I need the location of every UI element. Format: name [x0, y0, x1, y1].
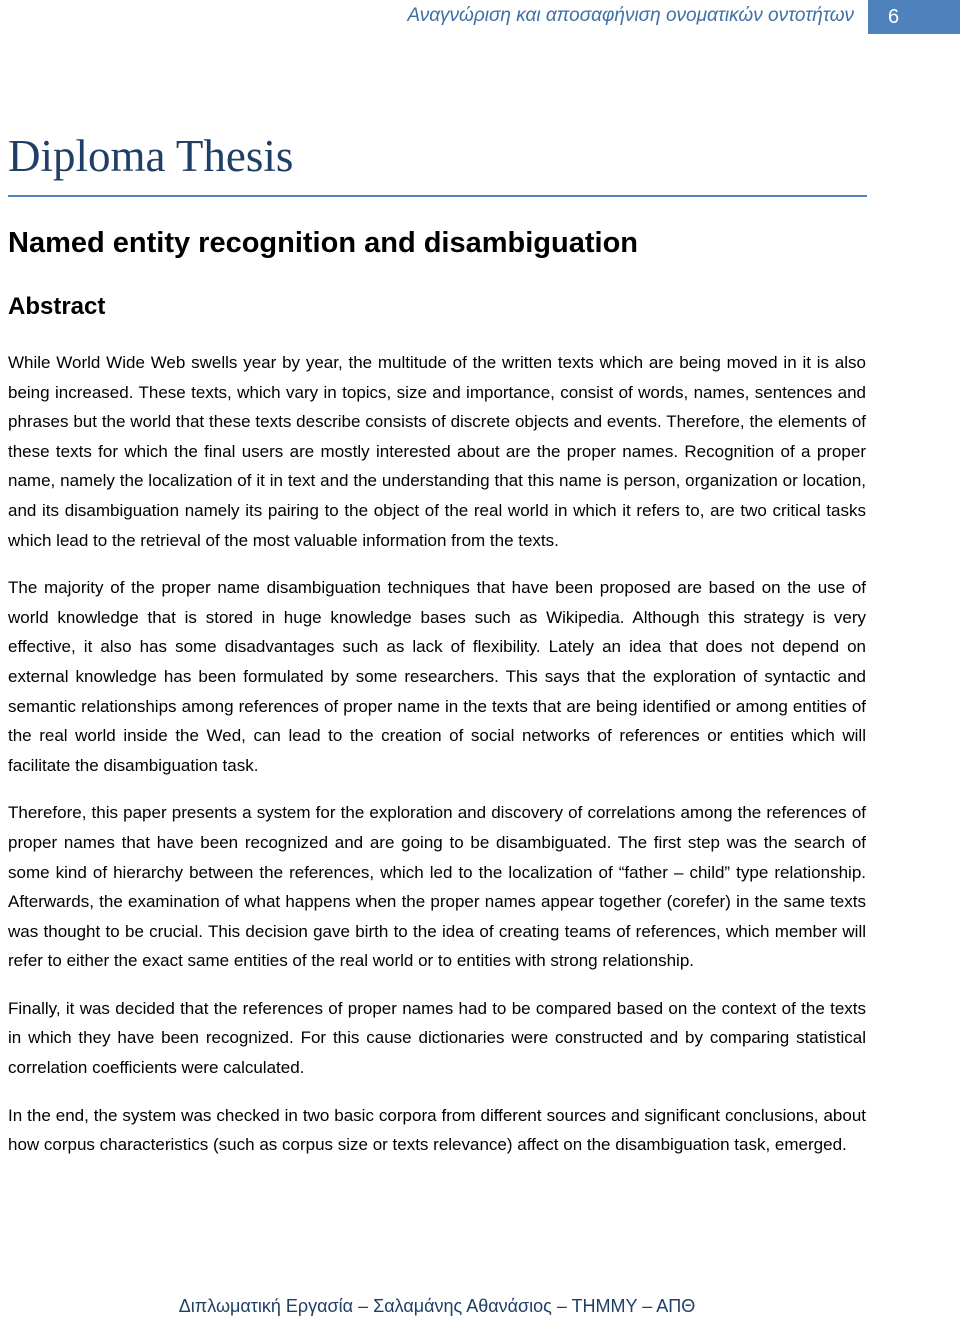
- document-type-heading: Diploma Thesis: [8, 131, 294, 181]
- abstract-paragraph-4: Finally, it was decided that the references of proper names had to be compared based on the context of the texts in which they have been recognized. For this cause dictionaries were constructed and by comparing statistical correlation coefficients were calculated.: [8, 998, 866, 1078]
- running-header-title: Αναγνώριση και αποσαφήνιση ονοματικών οντοτήτων: [407, 5, 854, 26]
- thesis-title: Named entity recognition and disambiguation: [8, 227, 638, 259]
- abstract-paragraph-2: The majority of the proper name disambiguation techniques that have been proposed are based on the use of world knowledge that is stored in huge knowledge bases such as Wikipedia. Although this strategy is very effective, it also has some disadvantages such as lack of flexibility. Lately an idea that does not depend on external knowledge has been formulated by some researchers. This says that the exploration of syntactic and semantic relationships among references of proper name in the texts that are being identified or among entities of the real world inside the Wed, can lead to the creation of social networks of references or entities which will facilitate the disambiguation task.: [8, 578, 866, 775]
- abstract-paragraph-1: While World Wide Web swells year by year, the multitude of the written texts which are being moved in it is also being increased. These texts, which vary in topics, size and importance, consist of words, names, sentences and phrases but the world that these texts describe consists of discrete objects and events. Therefore, the elements of these texts for which the final users are mostly interested about are the proper names. Recognition of a proper name, namely the localization of it in text and the understanding that this name is person, organization or location, and its disambiguation namely its pairing to the object of the real world in which it refers to, are two critical tasks which lead to the retrieval of the most valuable information from the texts.: [8, 353, 866, 550]
- page-header: [0, 0, 960, 34]
- page-footer: Διπλωματική Εργασία – Σαλαμάνης Αθανάσιος – ΤΗΜΜΥ – ΑΠΘ: [178, 1296, 696, 1316]
- abstract-paragraph-5: In the end, the system was checked in two basic corpora from different sources and significant conclusions, about how corpus characteristics (such as corpus size or texts relevance) affect on the disambiguation task, emerged.: [8, 1105, 866, 1155]
- heading-divider: [8, 195, 867, 197]
- page-number-badge: 6: [868, 0, 960, 34]
- abstract-paragraph-3: Therefore, this paper presents a system for the exploration and discovery of correlations among the references of proper names that have been recognized and are going to be disambiguated. The first step was the search of some kind of hierarchy between the references, which led to the localization of “father – child” type relationship. Afterwards, the examination of what happens when the proper names appear together (corefer) in the same texts was thought to be crucial. This decision gave birth to the idea of creating teams of references, which member will refer to either the exact same entities of the real world or to entities with strong relationship.: [8, 803, 866, 971]
- abstract-body: [8, 348, 866, 1178]
- abstract-heading: Abstract: [8, 293, 106, 320]
